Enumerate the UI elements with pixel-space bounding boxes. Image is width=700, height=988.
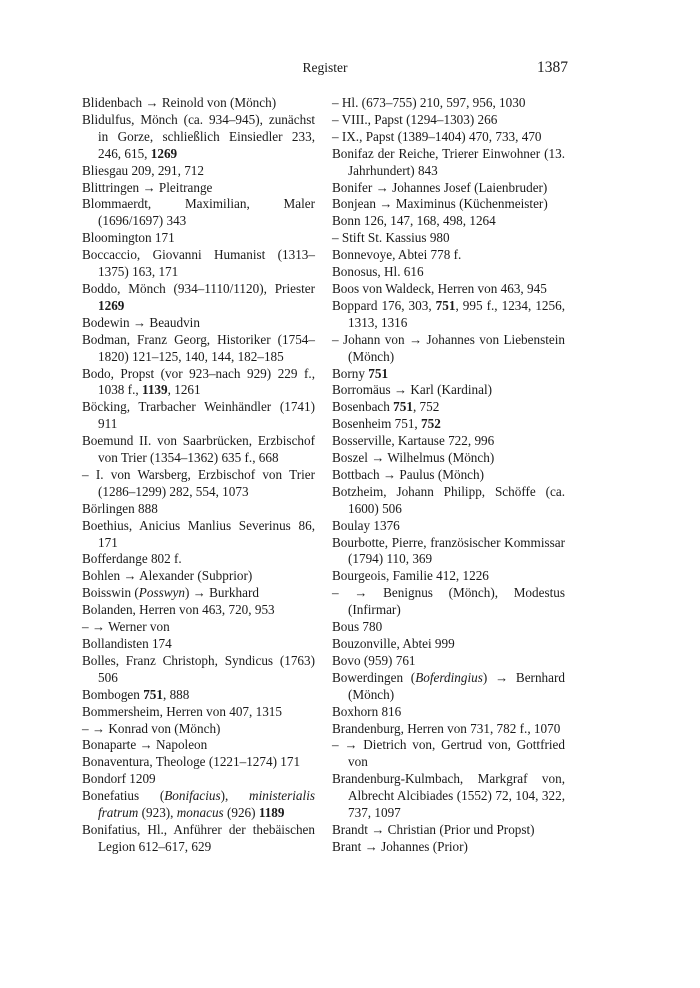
index-entry: Bonjean → Maximinus (Küchenmeister): [332, 196, 548, 212]
index-entry: Borromäus → Karl (Kardinal): [332, 382, 493, 398]
page-header: [82, 60, 568, 80]
index-entry: – → Benignus (Mönch), Modestus (Infirmar): [332, 585, 565, 618]
index-entry: Bourgeois, Familie 412, 1226: [332, 568, 489, 584]
index-entry: Bosenbach 751, 752: [332, 399, 440, 415]
index-entry: Bonn 126, 147, 168, 498, 1264: [332, 213, 496, 229]
index-entry: Bolanden, Herren von 463, 720, 953: [82, 602, 275, 618]
index-entry: Blittringen → Pleitrange: [82, 179, 213, 195]
index-entry: – → Dietrich von, Gertrud von, Gottfried von: [332, 737, 565, 770]
index-entry: Bodo, Propst (vor 923–nach 929) 229 f., 1038 f., 1139, 1261: [82, 365, 315, 398]
index-entry: Bowerdingen (Boferdingius) → Bernhard (Mönch): [332, 669, 565, 702]
index-entry: Borny 751: [332, 365, 389, 381]
index-entry: Bonnevoye, Abtei 778 f.: [332, 247, 462, 263]
index-entry: Bodman, Franz Georg, Historiker (1754–1820) 121–125, 140, 144, 182–185: [82, 331, 315, 364]
index-entry: Blommaerdt, Maximilian, Maler (1696/1697) 343: [82, 196, 315, 229]
index-entry: Börlingen 888: [82, 500, 158, 516]
index-entry: Brandenburg-Kulmbach, Markgraf von, Albrecht Alcibiades (1552) 72, 104, 322, 737, 1097: [332, 771, 565, 821]
index-entry: Bosserville, Kartause 722, 996: [332, 433, 495, 449]
index-entry: Boethius, Anicius Manlius Severinus 86, 171: [82, 517, 315, 550]
index-entry: Bonaventura, Theologe (1221–1274) 171: [82, 754, 301, 770]
index-entry: Böcking, Trarbacher Weinhändler (1741) 911: [82, 399, 315, 432]
index-entry: Boemund II. von Saarbrücken, Erzbischof von Trier (1354–1362) 635 f., 668: [82, 433, 315, 466]
running-head: Register: [302, 60, 348, 75]
index-entry: Bloomington 171: [82, 230, 175, 246]
index-entry: Bous 780: [332, 619, 383, 635]
index-entry: Boos von Waldeck, Herren von 463, 945: [332, 280, 547, 296]
index-entry: – Hl. (673–755) 210, 597, 956, 1030: [332, 95, 526, 110]
index-entry: Botzheim, Johann Philipp, Schöffe (ca. 1600) 506: [332, 483, 565, 516]
index-entry: Boddo, Mönch (934–1110/1120), Priester 1269: [82, 280, 315, 313]
index-entry: Bonefatius (Bonifacius), ministerialis fratrum (923), monacus (926) 1189: [82, 788, 315, 821]
index-entry: Brandenburg, Herren von 731, 782 f., 1070: [332, 720, 561, 736]
index-entry: – Stift St. Kassius 980: [332, 230, 450, 246]
index-entry: Bourbotte, Pierre, französischer Kommissar (1794) 110, 369: [332, 534, 565, 567]
index-entry: Bolles, Franz Christoph, Syndicus (1763) 506: [82, 652, 315, 685]
index-entry: Bouzonville, Abtei 999: [332, 636, 455, 651]
index-entry: Brandt → Christian (Prior und Propst): [332, 821, 535, 837]
index-entry: – IX., Papst (1389–1404) 470, 733, 470: [332, 128, 542, 144]
index-entry: Brant → Johannes (Prior): [332, 838, 468, 854]
index-column-right: [332, 95, 565, 856]
page-number: 1387: [537, 59, 568, 76]
index-entry: – → Werner von: [82, 619, 170, 635]
index-entry: Bonifatius, Hl., Anführer der thebäischen Legion 612–617, 629: [82, 821, 315, 854]
index-entry: Bliesgau 209, 291, 712: [82, 162, 204, 178]
index-entry: Bofferdange 802 f.: [82, 551, 182, 567]
index-entry: Bonaparte → Napoleon: [82, 737, 208, 753]
index-entry: Bohlen → Alexander (Subprior): [82, 568, 253, 584]
index-entry: Bosenheim 751, 752: [332, 416, 441, 432]
index-entry: Blidulfus, Mönch (ca. 934–945), zunächst in Gorze, schließlich Einsiedler 233, 246, 615, 1269: [82, 111, 315, 161]
index-entry: Bommersheim, Herren von 407, 1315: [82, 703, 282, 719]
index-entry: – VIII., Papst (1294–1303) 266: [332, 111, 498, 127]
index-entry: Bonifaz der Reiche, Trierer Einwohner (13. Jahrhundert) 843: [332, 145, 565, 178]
index-entry: – I. von Warsberg, Erzbischof von Trier (1286–1299) 282, 554, 1073: [82, 466, 315, 499]
index-entry: Boccaccio, Giovanni Humanist (1313–1375) 163, 171: [82, 247, 315, 280]
index-entry: Boisswin (Posswyn) → Burkhard: [82, 585, 259, 601]
index-entry: Bondorf 1209: [82, 771, 156, 787]
index-entry: Boulay 1376: [332, 517, 400, 533]
index-entry: Boszel → Wilhelmus (Mönch): [332, 450, 495, 466]
index-entry: Bonifer → Johannes Josef (Laienbruder): [332, 179, 548, 195]
index-entry: Bovo (959) 761: [332, 652, 416, 668]
index-entry: – → Konrad von (Mönch): [82, 720, 221, 736]
index-entry: Boppard 176, 303, 751, 995 f., 1234, 1256, 1313, 1316: [332, 297, 565, 330]
index-entry: Boxhorn 816: [332, 703, 402, 719]
index-entry: Bonosus, Hl. 616: [332, 264, 424, 280]
index-column-left: [82, 95, 315, 856]
index-entry: Bollandisten 174: [82, 636, 172, 651]
index-entry: Bodewin → Beaudvin: [82, 314, 200, 330]
index-entry: Blidenbach → Reinold von (Mönch): [82, 95, 277, 110]
index-entry: – Johann von → Johannes von Liebenstein (Mönch): [332, 331, 565, 364]
index-entry: Bottbach → Paulus (Mönch): [332, 466, 485, 482]
index-entry: Bombogen 751, 888: [82, 686, 190, 702]
